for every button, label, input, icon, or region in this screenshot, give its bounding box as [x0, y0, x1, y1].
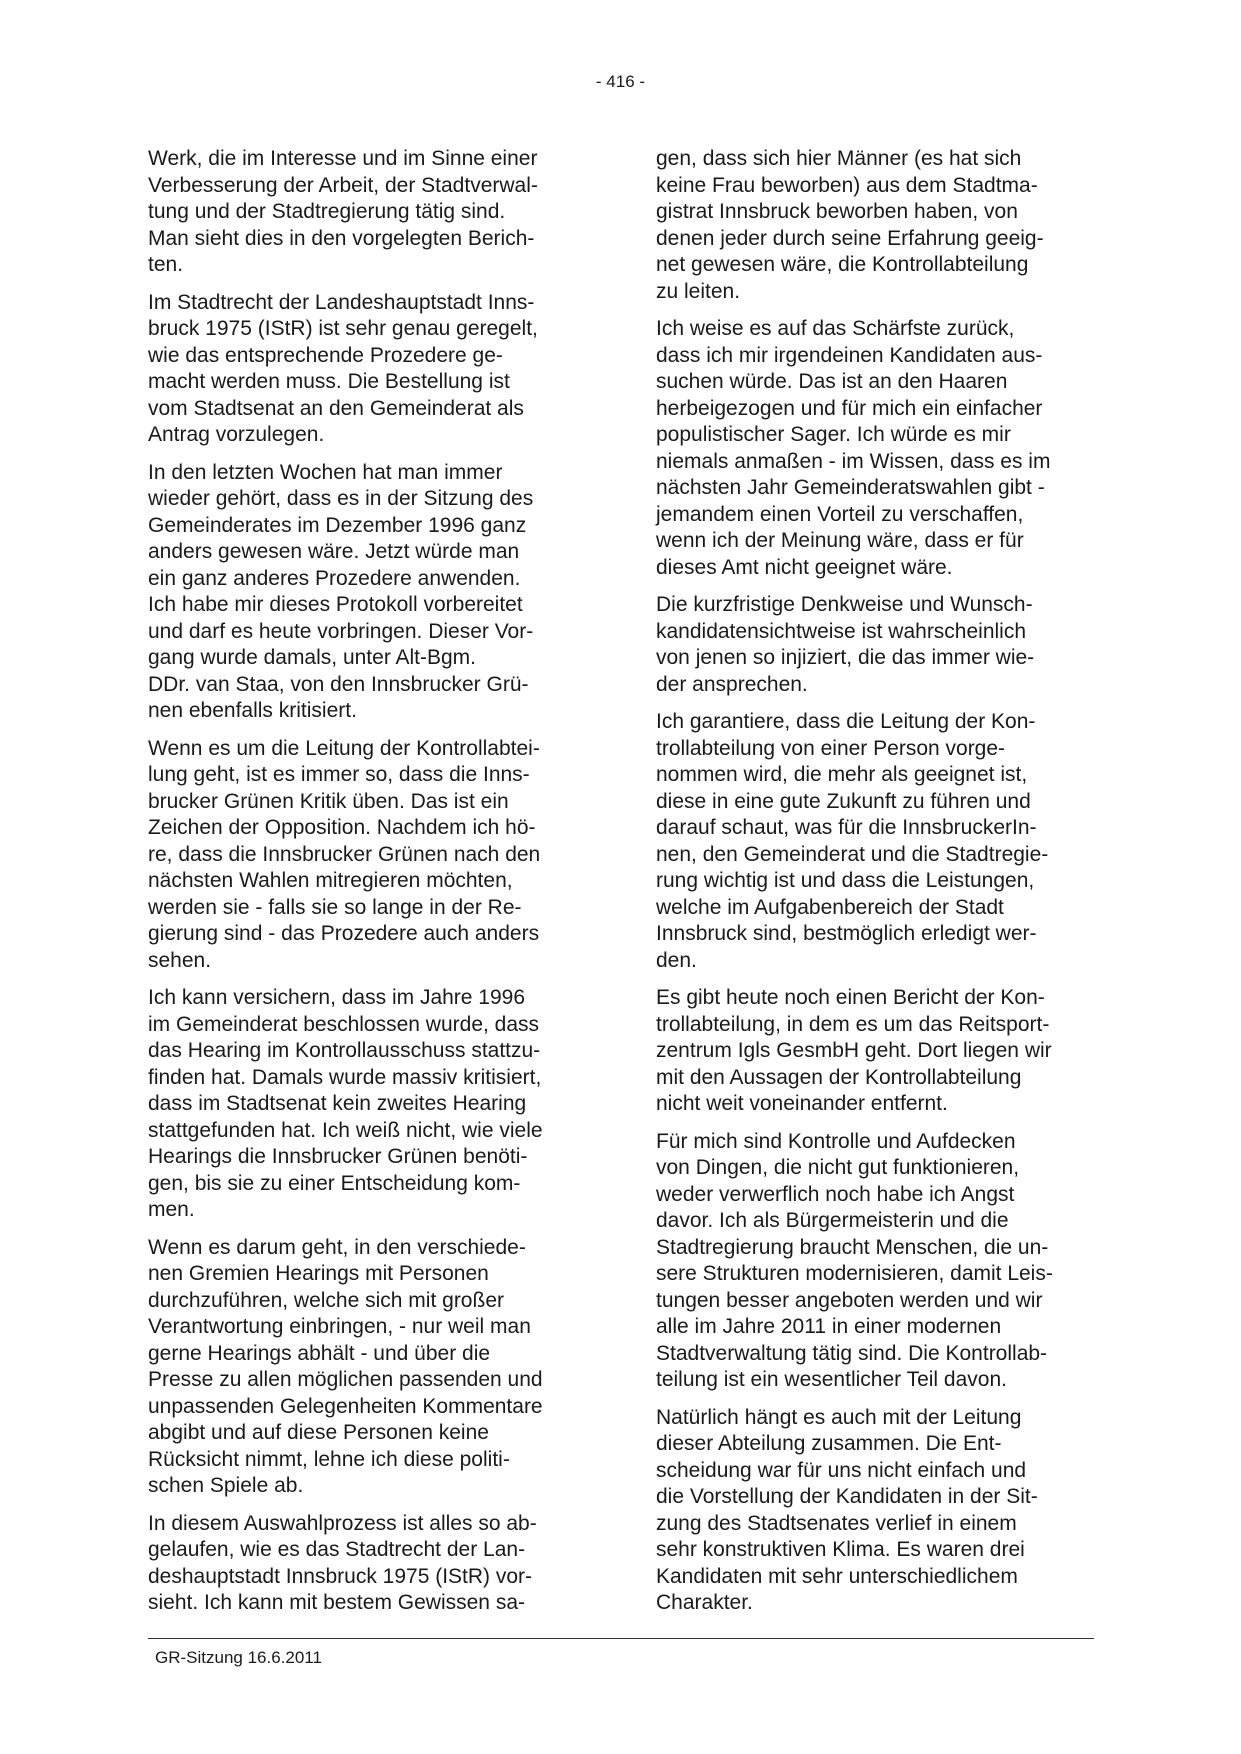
paragraph: Im Stadtrecht der Landeshauptstadt Inns- bruck 1975 (IStR) ist sehr genau geregelt, wie das entsprechende Prozedere ge- macht werden muss. Die Bestellung ist vom Stadtsenat an den Gemeinderat als Antrag vorzulegen. [148, 290, 538, 446]
paragraph: gen, dass sich hier Männer (es hat sich keine Frau beworben) aus dem Stadtma- gistrat Innsbruck beworben haben, von denen jeder durch seine Erfahrung geeig- net gewesen wäre, die Kontrollabteilung zu leiten. [656, 147, 1044, 303]
paragraph: Ich kann versichern, dass im Jahre 1996 im Gemeinderat beschlossen wurde, dass das Hearing im Kontrollausschuss stattzu- finden hat. Damals wurde massiv kritisiert, dass im Stadtsenat kein zweites Hearing stattgefunden hat. Ich weiß nicht, wie viele Hearings die Innsbrucker Grünen benöti- gen, bis sie zu einer Entscheidung kom- men. [148, 986, 543, 1221]
right-text-column [656, 146, 1104, 1628]
footer-divider [148, 1638, 1094, 1639]
paragraph: In diesem Auswahlprozess ist alles so ab- gelaufen, wie es das Stadtrecht der Lan- deshauptstadt Innsbruck 1975 (IStR) vor- sieht. Ich kann mit bestem Gewissen sa- [148, 1511, 537, 1614]
paragraph: Natürlich hängt es auch mit der Leitung dieser Abteilung zusammen. Die Ent- scheidung war für uns nicht einfach und die Vorstellung der Kandidaten in der Sit- zung des Stadtsenates verlief in einem sehr konstruktiven Klima. Es waren drei Kandidaten mit sehr unterschiedlichem Charakter. [656, 1405, 1038, 1614]
paragraph: Die kurzfristige Denkweise und Wunsch- kandidatensichtweise ist wahrscheinlich von jenen so injiziert, die das immer wie- der ansprechen. [656, 593, 1035, 696]
paragraph: Werk, die im Interesse und im Sinne einer Verbesserung der Arbeit, der Stadtverwal- tung und der Stadtregierung tätig sind. Man sieht dies in den vorgelegten Berich- ten. [148, 147, 538, 276]
paragraph: In den letzten Wochen hat man immer wieder gehört, dass es in der Sitzung des Gemeinderates im Dezember 1996 ganz anders gewesen wäre. Jetzt würde man ein ganz anderes Prozedere anwenden. Ich habe mir dieses Protokoll vorbereitet und darf es heute vorbringen. Dieser Vor- gang wurde damals, unter Alt-Bgm. DDr. van Staa, von den Innsbrucker Grü- nen ebenfalls kritisiert. [148, 460, 534, 722]
paragraph: Wenn es darum geht, in den verschiede- nen Gremien Hearings mit Personen durchzuführen, welche sich mit großer Verantwortung einbringen, - nur weil man gerne Hearings abhält - und über die Presse zu allen möglichen passenden und unpassenden Gelegenheiten Kommentare abgibt und auf diese Personen keine Rücksicht nimmt, lehne ich diese politi- schen Spiele ab. [148, 1235, 543, 1497]
page-number: - 416 - [595, 72, 646, 91]
paragraph: Ich garantiere, dass die Leitung der Kon- trollabteilung von einer Person vorge- nommen wird, die mehr als geeignet ist, diese in eine gute Zukunft zu führen und darauf schaut, was für die InnsbruckerIn- nen, den Gemeinderat und die Stadtregie- rung wichtig ist und dass die Leistungen, welche im Aufgabenbereich der Stadt Innsbruck sind, bestmöglich erledigt wer- den. [656, 710, 1049, 972]
footer-session-date: GR-Sitzung 16.6.2011 [155, 1648, 322, 1667]
paragraph: Für mich sind Kontrolle und Aufdecken von Dingen, die nicht gut funktionieren, weder verwerflich noch habe ich Angst davor. Ich als Bürgermeisterin und die Stadtregierung braucht Menschen, die un- sere Strukturen modernisieren, damit Leis- tungen besser angeboten werden und wir alle im Jahre 2011 in einer modernen Stadtverwaltung tätig sind. Die Kontrollab- teilung ist ein wesentlicher Teil davon. [656, 1129, 1053, 1391]
paragraph: Wenn es um die Leitung der Kontrollabtei- lung geht, ist es immer so, dass die Inns- brucker Grünen Kritik üben. Das ist ein Zeichen der Opposition. Nachdem ich hö- re, dass die Innsbrucker Grünen nach den nächsten Wahlen mitregieren möchten, werden sie - falls sie so lange in der Re- gierung sind - das Prozedere auch anders sehen. [148, 736, 541, 972]
paragraph: Ich weise es auf das Schärfste zurück, dass ich mir irgendeinen Kandidaten aus- suchen würde. Das ist an den Haaren herbeigezogen und für mich ein einfacher populistischer Sager. Ich würde es mir niemals anmaßen - im Wissen, dass es im nächsten Jahr Gemeinderatswahlen gibt - jemandem einen Vorteil zu verschaffen, wenn ich der Meinung wäre, dass er für dieses Amt nicht geeignet wäre. [656, 317, 1051, 579]
paragraph: Es gibt heute noch einen Bericht der Kon- trollabteilung, in dem es um das Reitsport- zentrum Igls GesmbH geht. Dort liegen wir mit den Aussagen der Kontrollabteilung nicht weit voneinander entfernt. [656, 986, 1052, 1115]
left-text-column [148, 146, 596, 1628]
